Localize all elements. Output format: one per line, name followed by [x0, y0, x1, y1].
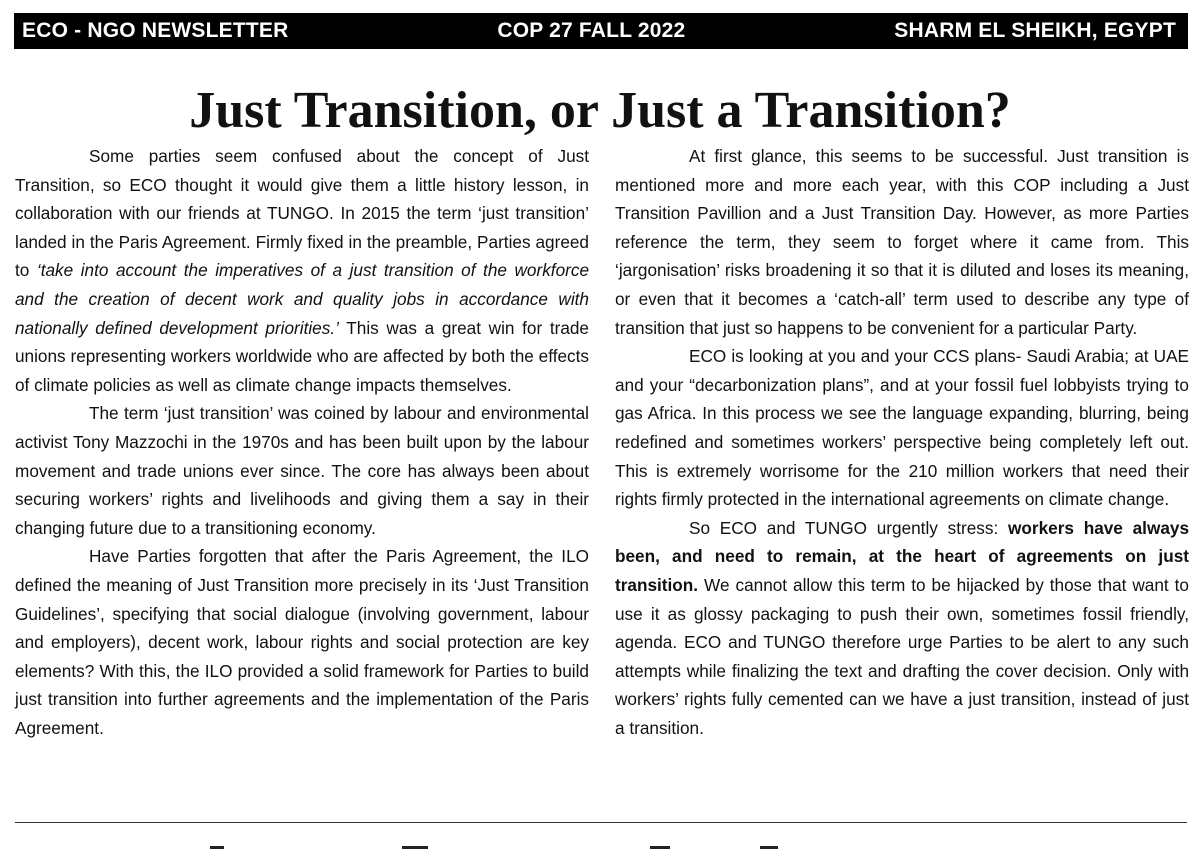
left-paragraph-2: The term ‘just transition’ was coined by labour and environmental activist Tony Mazzochi in the 1970s and has been built upon by the labour movement and trade unions ever since. The core has always been about securing workers’ rights and livelihoods and giving them a say in their changing future due to a transitioning economy. [15, 403, 589, 538]
left-p1-text-a: Some parties seem confused about the concept of Just Transition, so ECO thought it would give them a little history lesson, in collaboration with our friends at TUNGO. In 2015 the term ‘just transition’ landed in the Paris Agreement. Firmly fixed in the preamble, Parties agreed to [15, 146, 589, 281]
left-paragraph-1 [15, 142, 589, 399]
newsletter-name: ECO - NGO NEWSLETTER [22, 19, 289, 42]
location-label: SHARM EL SHEIKH, EGYPT [894, 19, 1176, 42]
cutoff-glyph [650, 846, 670, 849]
left-paragraph-3: Have Parties forgotten that after the Paris Agreement, the ILO defined the meaning of Just Transition more precisely in its ‘Just Transition Guidelines’, specifying that social dialogue (involving government, labour and employers), decent work, labour rights and social protection are key elements? With this, the ILO provided a solid framework for Parties to build just transition into further agreements and the implementation of the Paris Agreement. [15, 546, 589, 738]
article-title: Just Transition, or Just a Transition? [189, 82, 1011, 139]
right-p3-text-a: So ECO and TUNGO urgently stress: [689, 517, 1009, 538]
cutoff-glyph [402, 846, 428, 849]
cutoff-glyph [760, 846, 778, 849]
right-paragraph-2: ECO is looking at you and your CCS plans- Saudi Arabia; at UAE and your “decarbonization plans”, and at your fossil fuel lobbyists trying to gas Africa. In this process we see the language expanding, blurring, being redefined and sometimes workers’ perspective being completely left out. This is extremely worrisome for the 210 million workers that need their rights firmly protected in the international agreements on climate change. [615, 346, 1189, 510]
edition-label: COP 27 FALL 2022 [497, 19, 686, 42]
section-divider [15, 822, 1187, 823]
left-p1-text-b: This was a great win for trade unions representing workers worldwide who are affected by both the effects of climate policies as well as climate change impacts themselves. [15, 317, 589, 395]
key-message-bold: workers have always been, and need to remain, at the heart of agreements on just transition. [615, 517, 1190, 595]
right-paragraph-3 [615, 514, 1189, 743]
next-headline-cutoff [0, 838, 1200, 855]
right-paragraph-1: At first glance, this seems to be successful. Just transition is mentioned more and more each year, with this COP including a Just Transition Pavillion and a Just Transition Day. However, as more Parties reference the term, they seem to forget where it came from. This ‘jargonisation’ risks broadening it so that it is diluted and loses its meaning, or even that it becomes a ‘catch-all’ term used to describe any type of transition that just so happens to be convenient for a particular Party. [615, 146, 1189, 338]
article-left-column [15, 142, 589, 742]
article-right-column [615, 142, 1189, 742]
paris-agreement-quote: ‘take into account the imperatives of a just transition of the workforce and the creation of decent work and quality jobs in accordance with nationally defined development priorities.’ [15, 260, 590, 338]
newsletter-header-bar [14, 13, 1188, 49]
right-p3-text-b: We cannot allow this term to be hijacked by those that want to use it as glossy packaging to push their own, sometimes fossil friendly, agenda. ECO and TUNGO therefore urge Parties to be alert to any such attempts while finalizing the text and drafting the cover decision. Only with workers’ rights fully cemented can we have a just transition, instead of just a transition. [615, 574, 1189, 738]
cutoff-glyph [210, 846, 224, 849]
